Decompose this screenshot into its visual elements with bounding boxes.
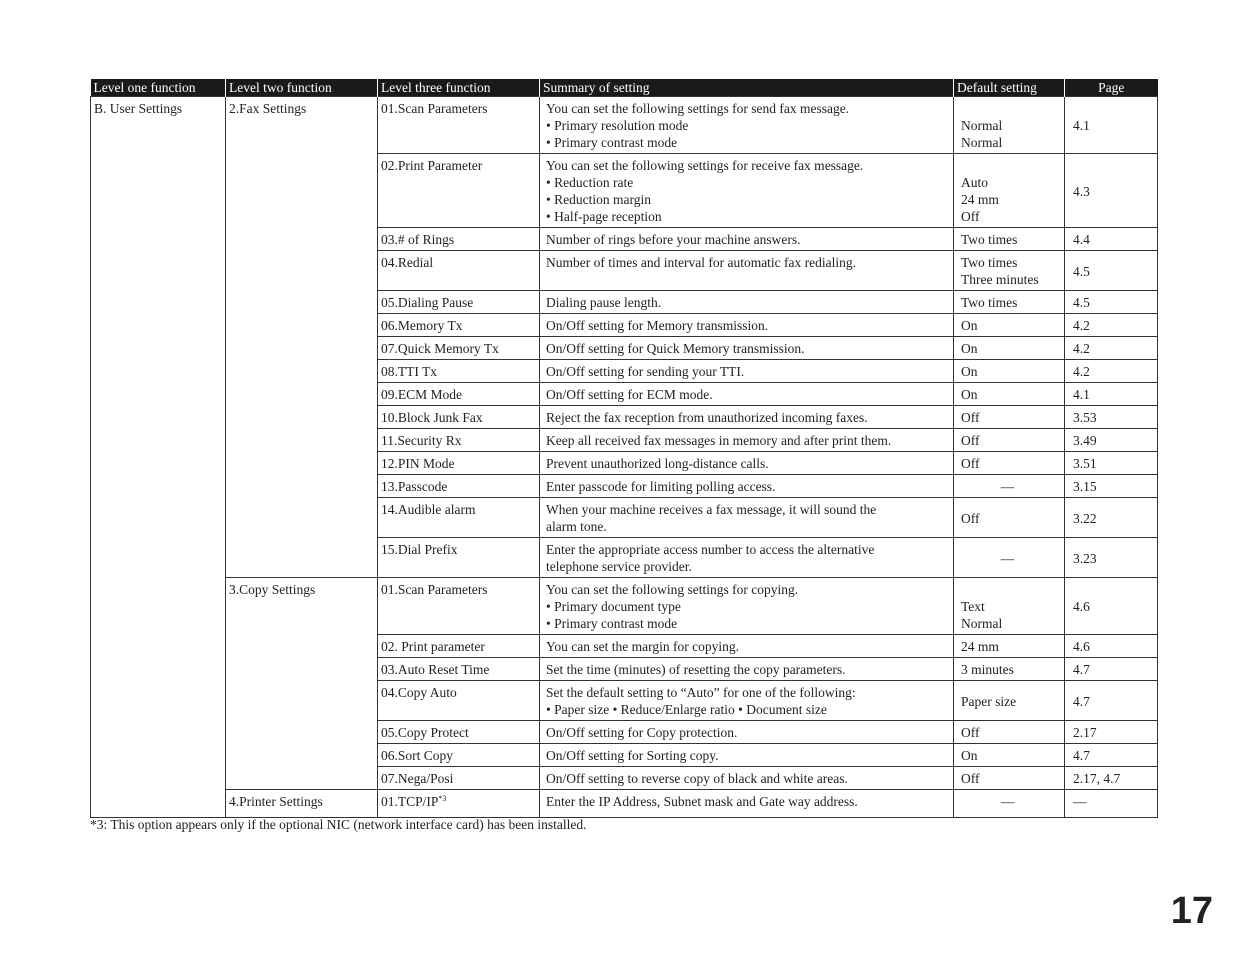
- header-summary: Summary of setting: [540, 79, 954, 97]
- default-cell: [954, 578, 1065, 635]
- function-cell: 06.Memory Tx: [378, 314, 540, 337]
- default-cell: —: [954, 790, 1065, 818]
- default-cell: On: [954, 383, 1065, 406]
- header-page: Page: [1065, 79, 1158, 97]
- summary-cell: You can set the margin for copying.: [540, 635, 954, 658]
- summary-cell: On/Off setting for Memory transmission.: [540, 314, 954, 337]
- function-cell: 13.Passcode: [378, 475, 540, 498]
- page-cell: 4.6: [1065, 635, 1158, 658]
- function-cell: 15.Dial Prefix: [378, 538, 540, 578]
- footnote: *3: This option appears only if the optional NIC (network interface card) has been installed.: [90, 817, 587, 832]
- table-row: [91, 97, 1158, 154]
- page-cell: 4.2: [1065, 314, 1158, 337]
- page-cell: 3.15: [1065, 475, 1158, 498]
- summary-line: alarm tone.: [546, 519, 607, 534]
- default-cell: —: [954, 475, 1065, 498]
- page-cell: 4.1: [1065, 383, 1158, 406]
- page-cell: 4.3: [1065, 154, 1158, 228]
- fax-settings-cell: 2.Fax Settings: [226, 97, 378, 578]
- function-cell: 01.Scan Parameters: [378, 97, 540, 154]
- page-cell: 3.53: [1065, 406, 1158, 429]
- summary-cell: On/Off setting for Quick Memory transmission.: [540, 337, 954, 360]
- default-cell: On: [954, 337, 1065, 360]
- summary-line: You can set the following settings for receive fax message.: [546, 158, 864, 173]
- default-cell: On: [954, 360, 1065, 383]
- summary-cell: On/Off setting for Sorting copy.: [540, 744, 954, 767]
- page-cell: 3.22: [1065, 498, 1158, 538]
- summary-cell: [540, 578, 954, 635]
- default-cell: Off: [954, 406, 1065, 429]
- page-cell: 4.4: [1065, 228, 1158, 251]
- page-cell: 4.5: [1065, 251, 1158, 291]
- page-cell: 4.7: [1065, 681, 1158, 721]
- summary-line: When your machine receives a fax message, it will sound the: [546, 502, 877, 517]
- default-cell: [954, 97, 1065, 154]
- function-cell: 06.Sort Copy: [378, 744, 540, 767]
- table-row: [91, 790, 1158, 818]
- page-cell: 4.5: [1065, 291, 1158, 314]
- default-cell: [954, 251, 1065, 291]
- default-cell: On: [954, 744, 1065, 767]
- default-cell: Off: [954, 721, 1065, 744]
- summary-cell: [540, 154, 954, 228]
- default-line: Text: [961, 599, 985, 614]
- function-cell: 05.Dialing Pause: [378, 291, 540, 314]
- summary-cell: [540, 681, 954, 721]
- header-level-one: Level one function: [91, 79, 226, 97]
- page-cell: 4.7: [1065, 744, 1158, 767]
- summary-cell: [540, 498, 954, 538]
- default-line: Normal: [961, 135, 1003, 150]
- default-line: Normal: [961, 118, 1003, 133]
- page-cell: 3.49: [1065, 429, 1158, 452]
- summary-line: You can set the following settings for copying.: [546, 582, 799, 597]
- page-cell: 3.23: [1065, 538, 1158, 578]
- table-header-row: [91, 79, 1158, 97]
- function-cell: 03.Auto Reset Time: [378, 658, 540, 681]
- default-line: Two times: [961, 255, 1018, 270]
- page-cell: 4.2: [1065, 337, 1158, 360]
- user-settings-table: [90, 79, 1158, 818]
- summary-line: Enter the appropriate access number to access the alternative: [546, 542, 875, 557]
- page-number: 17: [1170, 890, 1213, 932]
- function-cell: 07.Nega/Posi: [378, 767, 540, 790]
- summary-line: • Paper size • Reduce/Enlarge ratio • Document size: [546, 702, 827, 717]
- summary-cell: Number of times and interval for automatic fax redialing.: [540, 251, 954, 291]
- summary-line: • Primary contrast mode: [546, 135, 678, 150]
- function-cell: 05.Copy Protect: [378, 721, 540, 744]
- summary-line: • Reduction rate: [546, 175, 634, 190]
- summary-line: • Primary document type: [546, 599, 681, 614]
- default-cell: Off: [954, 767, 1065, 790]
- function-cell: 07.Quick Memory Tx: [378, 337, 540, 360]
- page-cell: 4.2: [1065, 360, 1158, 383]
- page-cell: 4.1: [1065, 97, 1158, 154]
- function-cell: 01.Scan Parameters: [378, 578, 540, 635]
- default-cell: 24 mm: [954, 635, 1065, 658]
- function-cell: 02.Print Parameter: [378, 154, 540, 228]
- summary-cell: Keep all received fax messages in memory and after print them.: [540, 429, 954, 452]
- page-cell: 2.17: [1065, 721, 1158, 744]
- header-level-three: Level three function: [378, 79, 540, 97]
- default-cell: [954, 154, 1065, 228]
- function-cell: 04.Redial: [378, 251, 540, 291]
- summary-cell: [540, 97, 954, 154]
- default-cell: Two times: [954, 228, 1065, 251]
- default-cell: —: [954, 538, 1065, 578]
- function-cell: 10.Block Junk Fax: [378, 406, 540, 429]
- summary-line: • Primary resolution mode: [546, 118, 689, 133]
- page-cell: 4.6: [1065, 578, 1158, 635]
- summary-cell: Prevent unauthorized long-distance calls.: [540, 452, 954, 475]
- function-cell: 03.# of Rings: [378, 228, 540, 251]
- function-cell: 08.TTI Tx: [378, 360, 540, 383]
- printer-settings-cell: 4.Printer Settings: [226, 790, 378, 818]
- summary-cell: Enter the IP Address, Subnet mask and Gate way address.: [540, 790, 954, 818]
- summary-cell: Number of rings before your machine answers.: [540, 228, 954, 251]
- page-cell: 4.7: [1065, 658, 1158, 681]
- function-cell: 11.Security Rx: [378, 429, 540, 452]
- default-line: 24 mm: [961, 192, 999, 207]
- header-level-two: Level two function: [226, 79, 378, 97]
- function-cell: 02. Print parameter: [378, 635, 540, 658]
- summary-cell: Dialing pause length.: [540, 291, 954, 314]
- page-cell: 2.17, 4.7: [1065, 767, 1158, 790]
- summary-line: • Primary contrast mode: [546, 616, 678, 631]
- function-cell: [378, 790, 540, 818]
- summary-line: • Half-page reception: [546, 209, 662, 224]
- default-line: Off: [961, 209, 980, 224]
- default-cell: On: [954, 314, 1065, 337]
- summary-line: Set the default setting to “Auto” for one of the following:: [546, 685, 856, 700]
- default-line: Normal: [961, 616, 1003, 631]
- default-line: Three minutes: [961, 272, 1039, 287]
- summary-cell: On/Off setting for Copy protection.: [540, 721, 954, 744]
- summary-cell: Enter passcode for limiting polling access.: [540, 475, 954, 498]
- summary-cell: [540, 538, 954, 578]
- function-label: 01.TCP/IP: [381, 794, 439, 809]
- default-cell: Paper size: [954, 681, 1065, 721]
- summary-cell: Reject the fax reception from unauthorized incoming faxes.: [540, 406, 954, 429]
- function-cell: 14.Audible alarm: [378, 498, 540, 538]
- table-row: [91, 578, 1158, 635]
- summary-cell: On/Off setting for sending your TTI.: [540, 360, 954, 383]
- function-cell: 04.Copy Auto: [378, 681, 540, 721]
- default-cell: 3 minutes: [954, 658, 1065, 681]
- default-line: Auto: [961, 175, 988, 190]
- function-cell: 09.ECM Mode: [378, 383, 540, 406]
- summary-line: You can set the following settings for send fax message.: [546, 101, 850, 116]
- header-default: Default setting: [954, 79, 1065, 97]
- summary-cell: On/Off setting to reverse copy of black and white areas.: [540, 767, 954, 790]
- summary-line: • Reduction margin: [546, 192, 651, 207]
- default-cell: Off: [954, 429, 1065, 452]
- summary-line: telephone service provider.: [546, 559, 692, 574]
- function-cell: 12.PIN Mode: [378, 452, 540, 475]
- footnote-marker: *3: [438, 794, 447, 803]
- page-cell: 3.51: [1065, 452, 1158, 475]
- copy-settings-cell: 3.Copy Settings: [226, 578, 378, 790]
- default-cell: Off: [954, 498, 1065, 538]
- default-cell: Off: [954, 452, 1065, 475]
- summary-cell: Set the time (minutes) of resetting the copy parameters.: [540, 658, 954, 681]
- summary-cell: On/Off setting for ECM mode.: [540, 383, 954, 406]
- page-cell: —: [1065, 790, 1158, 818]
- default-cell: Two times: [954, 291, 1065, 314]
- level-one-cell: B. User Settings: [91, 97, 226, 818]
